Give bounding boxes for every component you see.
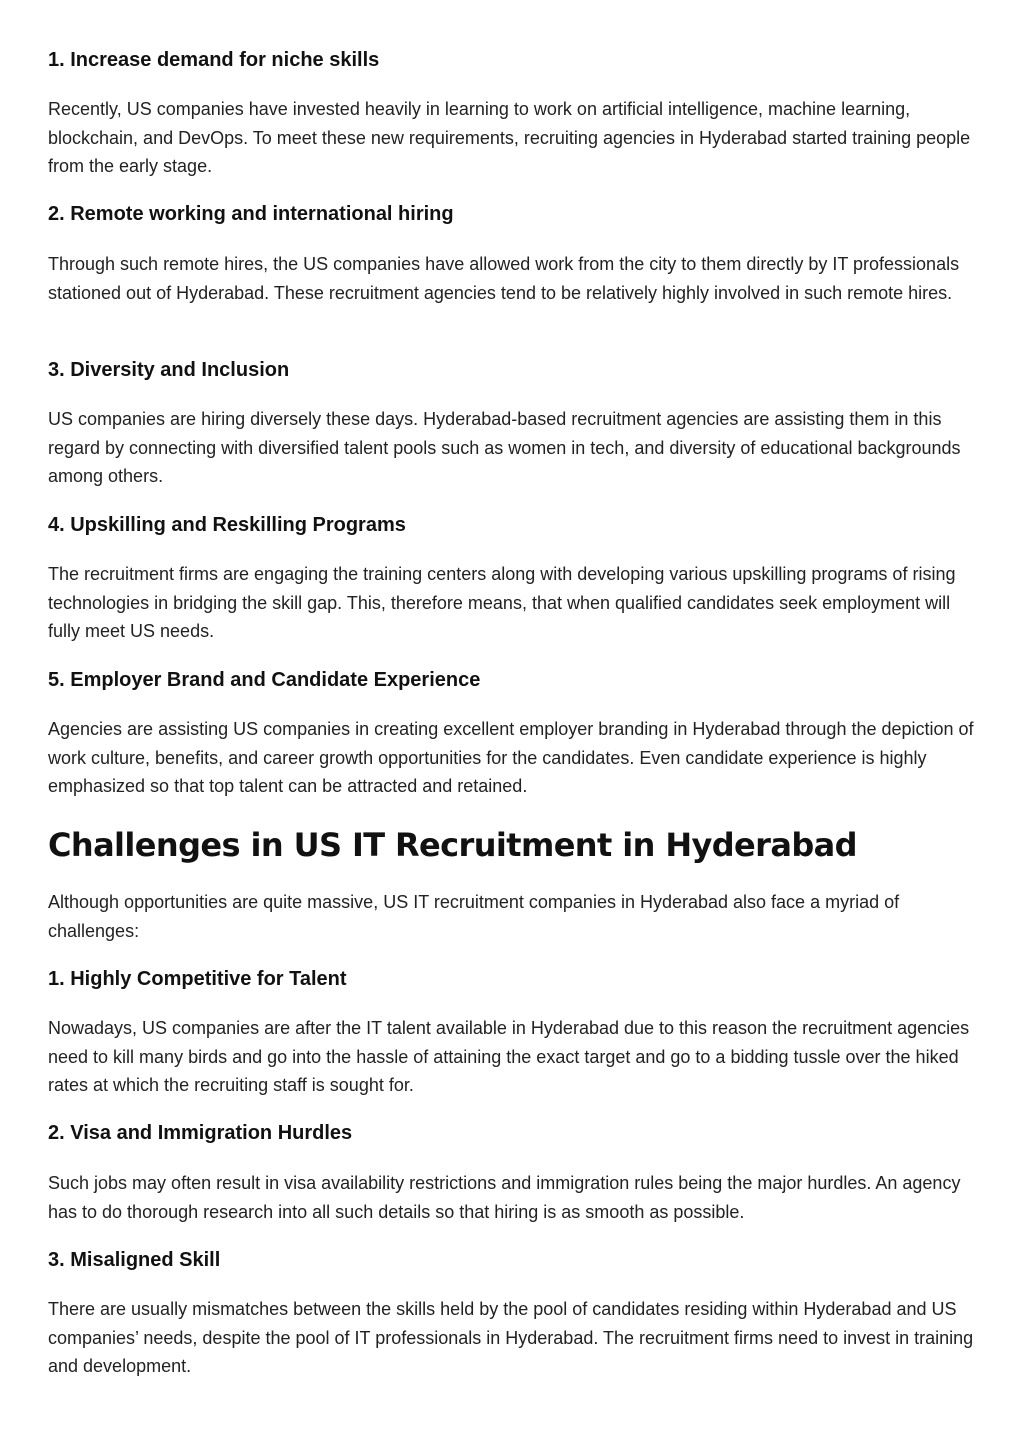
trend-heading-remote-working: 2. Remote working and international hiring (48, 203, 454, 225)
trend-heading-upskilling: 4. Upskilling and Reskilling Programs (48, 514, 406, 536)
trend-body-niche-skills: Recently, US companies have invested heavily in learning to work on artificial intelligence, machine learning, blockchain, and DevOps. To meet these new requirements, recruiting agencies in Hyderabad started training people from the early stage. (48, 99, 971, 176)
challenge-body-visa: Such jobs may often result in visa availability restrictions and immigration rules being the major hurdles. An agency has to do thorough research into all such details so that hiring is as smooth as possible. (48, 1173, 961, 1222)
challenge-body-competition: Nowadays, US companies are after the IT talent available in Hyderabad due to this reason the recruitment agencies need to kill many birds and go into the hassle of attaining the exact target and go to a bidding tussle over the hiked rates at which the recruiting staff is sought for. (48, 1018, 970, 1095)
challenge-body-misaligned-skill: There are usually mismatches between the skills held by the pool of candidates residing within Hyderabad and US companies’ needs, despite the pool of IT professionals in Hyderabad. The recruitment firms need to invest in training and development. (48, 1299, 974, 1376)
trend-body-employer-brand: Agencies are assisting US companies in creating excellent employer branding in Hyderabad through the depiction of work culture, benefits, and career growth opportunities for the candidates. Even candidate experience is highly emphasized so that top talent can be attracted and retained. (48, 719, 974, 796)
challenges-intro: Although opportunities are quite massive, US IT recruitment companies in Hyderabad also face a myriad of challenges: (48, 892, 900, 941)
challenges-section-title: Challenges in US IT Recruitment in Hyderabad (48, 826, 857, 864)
trend-heading-employer-brand: 5. Employer Brand and Candidate Experience (48, 669, 481, 691)
challenge-heading-misaligned-skill: 3. Misaligned Skill (48, 1249, 221, 1271)
challenge-heading-visa: 2. Visa and Immigration Hurdles (48, 1122, 353, 1144)
challenge-heading-competition: 1. Highly Competitive for Talent (48, 968, 347, 990)
trend-heading-niche-skills: 1. Increase demand for niche skills (48, 49, 380, 71)
trend-body-diversity: US companies are hiring diversely these days. Hyderabad-based recruitment agencies are assisting them in this regard by connecting with diversified talent pools such as women in tech, and diversity of educational backgrounds among others. (48, 409, 961, 486)
trend-body-upskilling: The recruitment firms are engaging the training centers along with developing various upskilling programs of rising technologies in bridging the skill gap. This, therefore means, that when qualified candidates seek employment will fully meet US needs. (48, 564, 956, 641)
trend-heading-diversity: 3. Diversity and Inclusion (48, 359, 290, 381)
trend-body-remote-working: Through such remote hires, the US companies have allowed work from the city to them directly by IT professionals stationed out of Hyderabad. These recruitment agencies tend to be relatively highly involved in such remote hires. (48, 254, 960, 303)
